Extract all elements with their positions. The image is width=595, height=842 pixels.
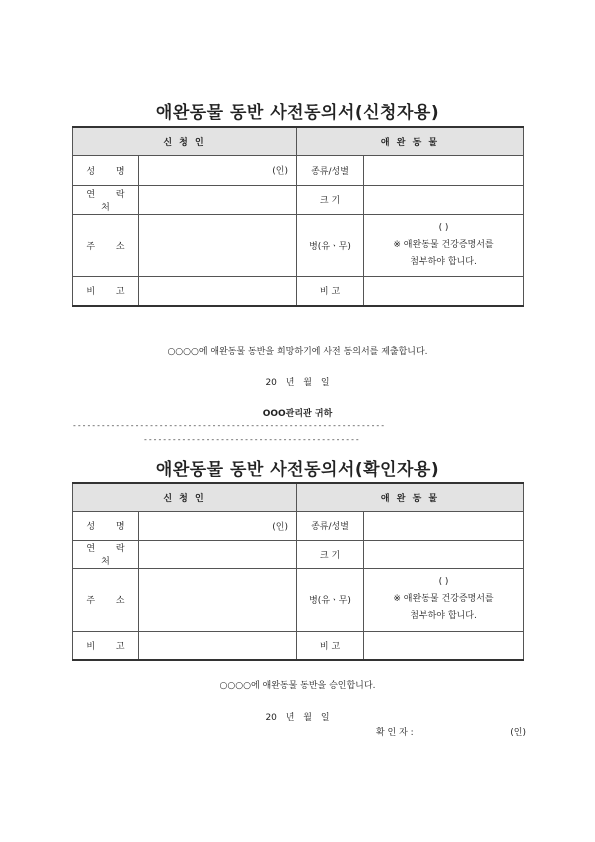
- disease-paren: ( ): [438, 222, 449, 233]
- remark-field[interactable]: [139, 631, 297, 660]
- contact-label: 연 락 처: [73, 185, 139, 214]
- name-field[interactable]: [139, 511, 297, 540]
- checker-seal-mark: (인): [510, 728, 526, 738]
- name-label: 성 명: [73, 511, 139, 540]
- remark-label: 비 고: [73, 631, 139, 660]
- disease-field[interactable]: [364, 214, 524, 276]
- health-cert-note-1: ※ 애완동물 건강증명서를: [393, 594, 494, 604]
- remark-label-right: 비 고: [297, 276, 364, 306]
- seal-mark: (인): [272, 522, 289, 532]
- health-cert-note-2: 첨부하야 합니다.: [410, 611, 477, 621]
- health-cert-note-2: 첨부하야 합니다.: [410, 256, 477, 267]
- address-field[interactable]: [139, 214, 297, 276]
- contact-label: 연 락 처: [73, 540, 139, 568]
- form1-table: [72, 126, 524, 307]
- name-label: 성 명: [73, 155, 139, 185]
- pet-header: 애 완 동 물: [297, 127, 524, 155]
- applicant-header: 신 청 인: [73, 483, 297, 511]
- form2-date: 20 년 월 일: [265, 713, 330, 723]
- form1-date: 20 년 월 일: [265, 378, 330, 388]
- remark-label: 비 고: [73, 276, 139, 306]
- applicant-header: 신 청 인: [73, 127, 297, 155]
- species-sex-label: 종류/성별: [297, 155, 364, 185]
- disease-label: 병(유ㆍ무): [297, 214, 364, 276]
- address-label: 주 소: [73, 214, 139, 276]
- size-label: 크 기: [297, 540, 364, 568]
- form1-statement: ○○○○에 애완동물 동반을 희망하기에 사전 동의서를 제출합니다.: [167, 347, 428, 357]
- remark-field[interactable]: [139, 276, 297, 306]
- contact-field[interactable]: [139, 540, 297, 568]
- pet-header: 애 완 동 물: [297, 483, 524, 511]
- health-cert-note-1: ※ 애완동물 건강증명서를: [393, 239, 494, 250]
- size-label: 크 기: [297, 185, 364, 214]
- contact-field[interactable]: [139, 185, 297, 214]
- form2-table: [72, 482, 524, 661]
- seal-mark: (인): [272, 166, 289, 177]
- name-field[interactable]: [139, 155, 297, 185]
- species-sex-field[interactable]: [364, 155, 524, 185]
- species-sex-label: 종류/성별: [297, 511, 364, 540]
- form1-addressee: OOO관리관 귀하: [262, 409, 333, 419]
- form2-statement: ○○○○에 애완동물 동반을 승인합니다.: [219, 681, 376, 691]
- remark-field-right[interactable]: [364, 276, 524, 306]
- disease-label: 병(유ㆍ무): [297, 568, 364, 631]
- address-field[interactable]: [139, 568, 297, 631]
- address-label: 주 소: [73, 568, 139, 631]
- form1-title: 애완동물 동반 사전동의서(신청자용): [155, 103, 440, 123]
- cut-line-1: -----------------------------------------------------------------: [72, 421, 386, 430]
- disease-paren: ( ): [438, 577, 449, 587]
- cut-line-2: ---------------------------------------------: [143, 435, 360, 444]
- disease-field[interactable]: [364, 568, 524, 631]
- size-field[interactable]: [364, 540, 524, 568]
- species-sex-field[interactable]: [364, 511, 524, 540]
- checker-line: [376, 725, 526, 738]
- checker-label: 확 인 자 :: [376, 728, 414, 738]
- remark-label-right: 비 고: [297, 631, 364, 660]
- remark-field-right[interactable]: [364, 631, 524, 660]
- size-field[interactable]: [364, 185, 524, 214]
- form2-title: 애완동물 동반 사전동의서(확인자용): [155, 460, 440, 480]
